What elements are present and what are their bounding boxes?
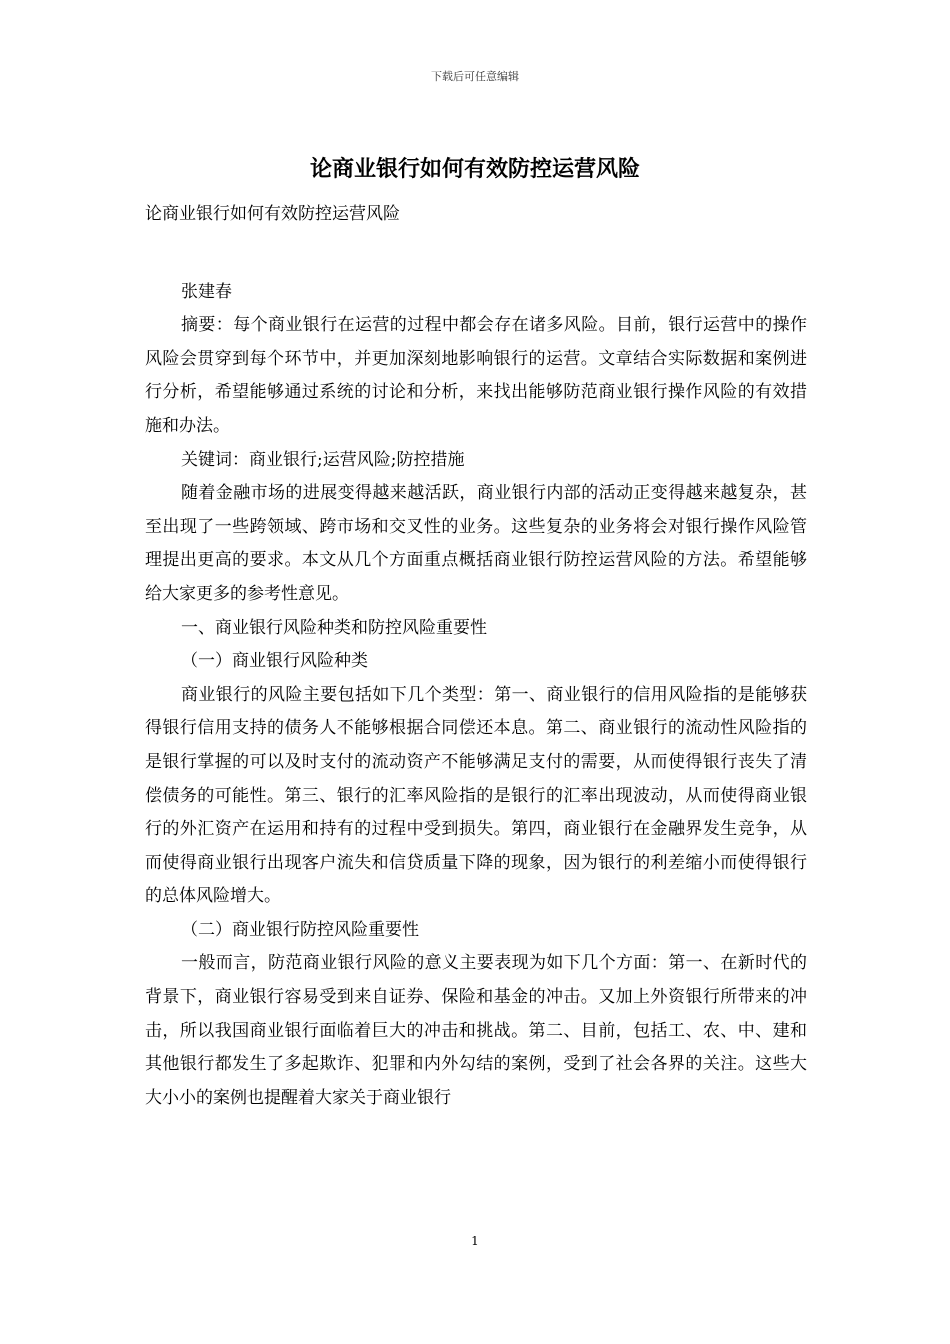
subsection-body-1: 商业银行的风险主要包括如下几个类型：第一、商业银行的信用风险指的是能够获得银行信用支持的债务人不能够根据合同偿还本息。第二、商业银行的流动性风险指的是银行掌握的可以及时支付的流动资产不能够满足支付的需要，从而使得银行丧失了清偿债务的可能性。第三、银行的汇率风险指的是银行的汇率出现波动，从而使得商业银行的外汇资产在运用和持有的过程中受到损失。第四，商业银行在金融界发生竞争，从而使得商业银行出现客户流失和信贷质量下降的现象，因为银行的利差缩小而使得银行的总体风险增大。 — [145, 684, 807, 907]
intro-paragraph: 随着金融市场的进展变得越来越活跃，商业银行内部的活动正变得越来越复杂，甚至出现了一些跨领域、跨市场和交叉性的业务。这些复杂的业务将会对银行操作风险管理提出更高的要求。本文从几个方面重点概括商业银行防控运营风险的方法。希望能够给大家更多的参考性意见。 — [145, 483, 807, 604]
spacer — [145, 232, 807, 276]
subtitle: 论商业银行如何有效防控运营风险 — [145, 204, 400, 224]
abstract-paragraph: 摘要：每个商业银行在运营的过程中都会存在诸多风险。目前，银行运营中的操作风险会贯穿到每个环节中，并更加深刻地影响银行的运营。文章结合实际数据和案例进行分析，希望能够通过系统的讨论和分析，来找出能够防范商业银行操作风险的有效措施和办法。 — [145, 315, 807, 436]
header-note: 下载后可任意编辑 — [431, 70, 519, 83]
subsection-heading-2: （二）商业银行防控风险重要性 — [181, 919, 419, 940]
document-title: 论商业银行如何有效防控运营风险 — [309, 156, 640, 182]
section-heading-1: 一、商业银行风险种类和防控风险重要性 — [181, 617, 487, 638]
document-body — [145, 198, 807, 1115]
author: 张建春 — [181, 281, 232, 302]
keywords-paragraph: 关键词：商业银行;运营风险;防控措施 — [181, 449, 465, 470]
subsection-heading-1: （一）商业银行风险种类 — [181, 651, 368, 672]
page-number: 1 — [471, 1234, 479, 1248]
subsection-body-2: 一般而言，防范商业银行风险的意义主要表现为如下几个方面：第一、在新时代的背景下，商业银行容易受到来自证券、保险和基金的冲击。又加上外资银行所带来的冲击，所以我国商业银行面临着巨大的冲击和挑战。第二、目前，包括工、农、中、建和其他银行都发生了多起欺诈、犯罪和内外勾结的案例，受到了社会各界的关注。这些大大小小的案例也提醒着大家关于商业银行 — [145, 953, 807, 1108]
